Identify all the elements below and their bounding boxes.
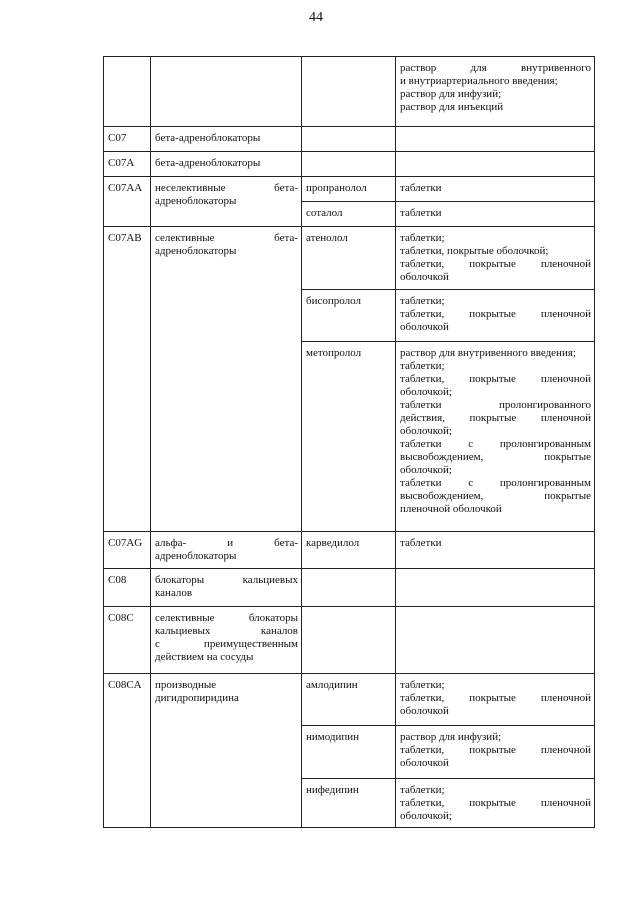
group-cell	[151, 674, 302, 828]
page-number: 44	[309, 10, 323, 25]
form-line: таблетки, покрытые пленочной	[400, 308, 591, 320]
group-line: блокаторы кальциевых	[155, 574, 298, 586]
atc-code-cell: C07	[104, 127, 151, 152]
group-line: дигидропиридина	[155, 692, 239, 704]
group-line: селективные блокаторы	[155, 612, 298, 624]
group-cell: бета-адреноблокаторы	[151, 152, 302, 177]
dosage-form-cell	[396, 290, 595, 342]
table-row	[104, 127, 595, 152]
drug-cell: карведилол	[302, 532, 396, 569]
form-line: оболочкой	[400, 321, 449, 333]
form-line: оболочкой	[400, 757, 449, 769]
dosage-form-cell	[396, 607, 595, 674]
table-row	[104, 177, 595, 202]
drug-cell: бисопролол	[302, 290, 396, 342]
form-line: таблетки с пролонгированным	[400, 438, 591, 450]
atc-code-cell: C08CA	[104, 674, 151, 828]
form-line: раствор для внутривенного	[400, 62, 591, 74]
drug-cell: соталол	[302, 202, 396, 227]
drug-cell	[302, 152, 396, 177]
group-line: производные	[155, 679, 217, 691]
table-row	[104, 57, 595, 127]
atc-code-cell: C07AA	[104, 177, 151, 227]
dosage-form-cell: таблетки	[396, 202, 595, 227]
dosage-form-cell	[396, 227, 595, 290]
group-line: с преимущественным	[155, 638, 298, 650]
drug-cell	[302, 57, 396, 127]
form-line: таблетки;	[400, 232, 445, 244]
drug-cell	[302, 607, 396, 674]
form-line: таблетки, покрытые пленочной	[400, 373, 591, 385]
dosage-form-cell	[396, 152, 595, 177]
group-cell	[151, 532, 302, 569]
group-line: альфа- и бета-	[155, 537, 298, 549]
dosage-form-cell	[396, 127, 595, 152]
drug-cell: атенолол	[302, 227, 396, 290]
form-line: таблетки;	[400, 295, 445, 307]
group-cell	[151, 569, 302, 607]
atc-code-cell: C07A	[104, 152, 151, 177]
table-row	[104, 152, 595, 177]
dosage-form-cell	[396, 674, 595, 726]
group-cell	[151, 607, 302, 674]
table-row	[104, 607, 595, 674]
group-line: каналов	[155, 587, 193, 599]
dosage-form-cell: таблетки	[396, 532, 595, 569]
form-line: оболочкой;	[400, 386, 452, 398]
form-line: и внутриартериального введения;	[400, 75, 558, 87]
form-line: оболочкой;	[400, 425, 452, 437]
table-row	[104, 569, 595, 607]
group-cell	[151, 227, 302, 532]
form-line: таблетки, покрытые пленочной	[400, 692, 591, 704]
group-line: адреноблокаторы	[155, 245, 237, 257]
form-line: таблетки, покрытые оболочкой;	[400, 245, 549, 257]
dosage-form-cell	[396, 57, 595, 127]
form-line: таблетки с пролонгированным	[400, 477, 591, 489]
form-line: раствор для инфузий;	[400, 88, 502, 100]
form-line: таблетки;	[400, 784, 445, 796]
group-line: действием на сосуды	[155, 651, 254, 663]
form-line: таблетки, покрытые пленочной	[400, 744, 591, 756]
table-row	[104, 227, 595, 290]
atc-code-cell: C07AB	[104, 227, 151, 532]
drug-cell: нифедипин	[302, 779, 396, 828]
form-line: раствор для инфузий;	[400, 731, 502, 743]
group-line: адреноблокаторы	[155, 550, 237, 562]
atc-code-cell: C07AG	[104, 532, 151, 569]
group-line: селективные бета-	[155, 232, 298, 244]
form-line: раствор для внутривенного введения;	[400, 347, 576, 359]
form-line: раствор для инъекций	[400, 101, 504, 113]
form-line: высвобождением, покрытые	[400, 451, 591, 463]
dosage-form-cell: таблетки	[396, 177, 595, 202]
drug-cell: пропранолол	[302, 177, 396, 202]
drug-cell: метопролол	[302, 342, 396, 532]
group-line: неселективные бета-	[155, 182, 298, 194]
group-cell	[151, 57, 302, 127]
atc-code-cell: C08	[104, 569, 151, 607]
form-line: оболочкой;	[400, 464, 452, 476]
form-line: пленочной оболочкой	[400, 503, 502, 515]
form-line: высвобождением, покрытые	[400, 490, 591, 502]
dosage-form-cell	[396, 726, 595, 779]
drug-cell	[302, 127, 396, 152]
group-line: адреноблокаторы	[155, 195, 237, 207]
dosage-form-cell	[396, 569, 595, 607]
group-cell: бета-адреноблокаторы	[151, 127, 302, 152]
group-cell	[151, 177, 302, 227]
form-line: таблетки пролонгированного	[400, 399, 591, 411]
medication-table	[103, 56, 595, 828]
drug-cell: нимодипин	[302, 726, 396, 779]
atc-code-cell: C08C	[104, 607, 151, 674]
dosage-form-cell	[396, 779, 595, 828]
atc-code-cell	[104, 57, 151, 127]
table-row	[104, 674, 595, 726]
table-row	[104, 532, 595, 569]
form-line: оболочкой	[400, 271, 449, 283]
form-line: действия, покрытые пленочной	[400, 412, 591, 424]
group-line: кальциевых каналов	[155, 625, 298, 637]
drug-cell	[302, 569, 396, 607]
dosage-form-cell	[396, 342, 595, 532]
drug-cell: амлодипин	[302, 674, 396, 726]
form-line: таблетки;	[400, 679, 445, 691]
form-line: оболочкой	[400, 705, 449, 717]
form-line: таблетки;	[400, 360, 445, 372]
form-line: таблетки, покрытые пленочной	[400, 797, 591, 809]
form-line: таблетки, покрытые пленочной	[400, 258, 591, 270]
form-line: оболочкой;	[400, 810, 452, 822]
